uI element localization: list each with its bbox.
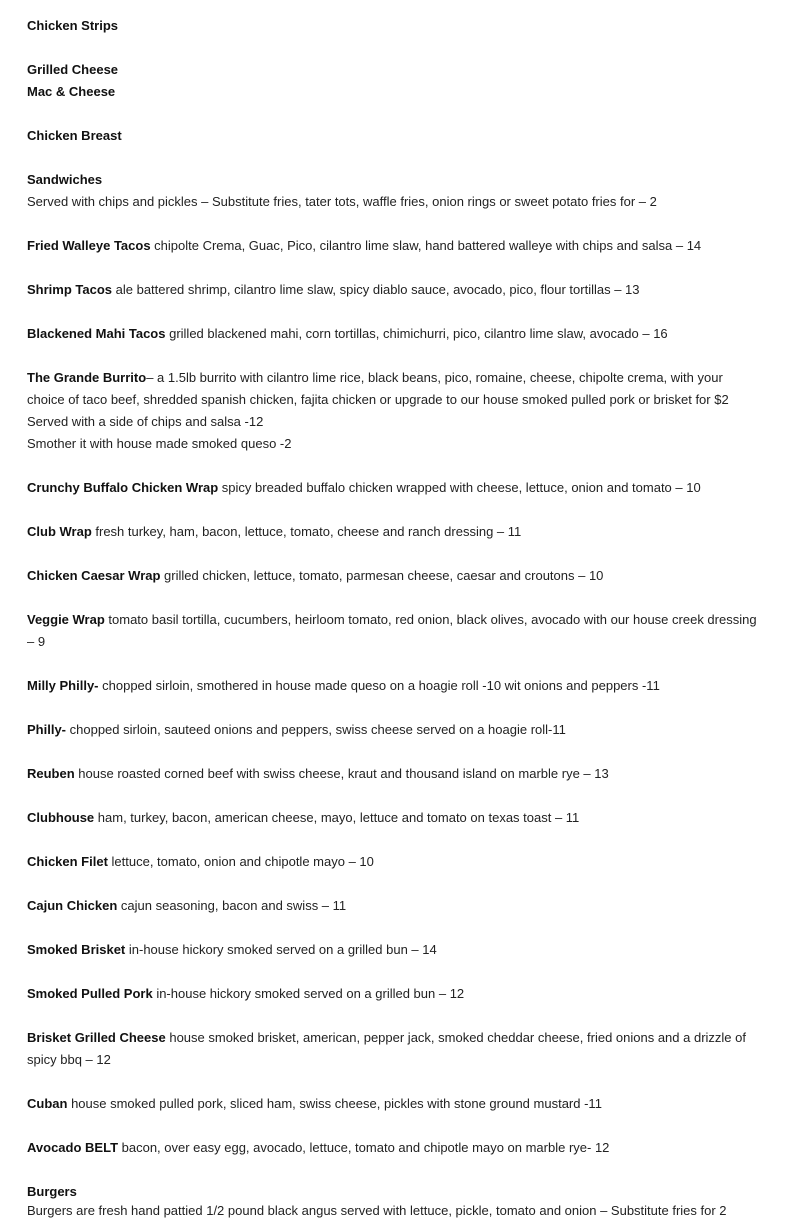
item-name: Blackened Mahi Tacos [27,326,166,341]
item-name: Milly Philly- [27,678,99,693]
item-desc: house roasted corned beef with swiss cheese, kraut and thousand island on marble rye – 13 [74,766,609,781]
item-name: Brisket Grilled Cheese [27,1030,166,1045]
menu-page [27,15,762,1203]
menu-item [27,675,762,697]
menu-item [27,367,762,411]
item-desc: fresh turkey, ham, bacon, lettuce, tomato, cheese and ranch dressing – 11 [91,524,522,539]
item-extra: Served with a side of chips and salsa -12 [27,414,264,429]
item-name: Veggie Wrap [27,612,105,627]
item-name: Clubhouse [27,810,95,825]
menu-item [27,477,762,499]
menu-item [27,235,762,257]
burgers-note-cutoff [27,1200,762,1222]
section-heading-burgers: Burgers [27,1184,77,1199]
item-name: Smoked Brisket [27,942,126,957]
item-chicken-strips: Chicken Strips [27,18,119,33]
menu-item [27,719,762,741]
item-name: Fried Walleye Tacos [27,238,151,253]
item-name: Cuban [27,1096,68,1111]
item-desc: ale battered shrimp, cilantro lime slaw, spicy diablo sauce, avocado, pico, flour tortillas – 13 [112,282,640,297]
item-chicken-breast: Chicken Breast [27,128,122,143]
item-desc: in-house hickory smoked served on a grilled bun – 12 [152,986,465,1001]
item-desc: grilled chicken, lettuce, tomato, parmesan cheese, caesar and croutons – 10 [160,568,604,583]
item-name: Avocado BELT [27,1140,119,1155]
item-name: Cajun Chicken [27,898,118,913]
item-name: Shrimp Tacos [27,282,113,297]
menu-item [27,279,762,301]
menu-item [27,521,762,543]
menu-item [27,565,762,587]
menu-item [27,1027,762,1071]
menu-item [27,609,762,653]
sandwiches-note: Served with chips and pickles – Substitute fries, tater tots, waffle fries, onion rings or sweet potato fries for – 2 [27,194,657,209]
section-heading-sandwiches: Sandwiches [27,172,103,187]
item-desc: house smoked brisket, american, pepper jack, smoked cheddar cheese, fried onions and a drizzle of spicy bbq – 12 [27,1030,746,1067]
menu-item [27,1137,762,1159]
item-extra: Smother it with house made smoked queso -2 [27,436,292,451]
item-desc: bacon, over easy egg, avocado, lettuce, tomato and chipotle mayo on marble rye- 12 [118,1140,610,1155]
item-name: Philly- [27,722,67,737]
item-desc: spicy breaded buffalo chicken wrapped with cheese, lettuce, onion and tomato – 10 [218,480,701,495]
menu-item [27,763,762,785]
menu-item [27,323,762,345]
item-desc: cajun seasoning, bacon and swiss – 11 [117,898,347,913]
item-name: Club Wrap [27,524,92,539]
item-desc: chopped sirloin, sauteed onions and peppers, swiss cheese served on a hoagie roll-11 [66,722,566,737]
menu-item [27,895,762,917]
item-desc: – a 1.5lb burrito with cilantro lime rice, black beans, pico, romaine, cheese, chipolte crema, with your choice of taco beef, shredded spanish chicken, fajita chicken or upgrade to our house smoked pulled pork or brisket for $2 [27,370,729,407]
menu-item [27,939,762,961]
item-desc: lettuce, tomato, onion and chipotle mayo – 10 [107,854,374,869]
item-desc: house smoked pulled pork, sliced ham, swiss cheese, pickles with stone ground mustard -11 [67,1096,602,1111]
item-name: Crunchy Buffalo Chicken Wrap [27,480,219,495]
burgers-note: Burgers are fresh hand pattied 1/2 pound black angus served with lettuce, pickle, tomato and onion – Substitute fries for 2 [27,1203,727,1218]
menu-item [27,1093,762,1115]
item-desc: tomato basil tortilla, cucumbers, heirloom tomato, red onion, black olives, avocado with our house creek dressing – 9 [27,612,757,649]
menu-item [27,807,762,829]
item-desc: ham, turkey, bacon, american cheese, mayo, lettuce and tomato on texas toast – 11 [94,810,580,825]
item-desc: chopped sirloin, smothered in house made queso on a hoagie roll -10 wit onions and peppers -11 [98,678,660,693]
item-name: Reuben [27,766,75,781]
item-name: Chicken Filet [27,854,108,869]
item-grilled-cheese: Grilled Cheese [27,62,119,77]
item-name: The Grande Burrito [27,370,147,385]
item-desc: grilled blackened mahi, corn tortillas, chimichurri, pico, cilantro lime slaw, avocado – 16 [165,326,668,341]
item-name: Smoked Pulled Pork [27,986,153,1001]
item-mac-cheese: Mac & Cheese [27,84,116,99]
item-desc: in-house hickory smoked served on a grilled bun – 14 [125,942,437,957]
menu-item [27,851,762,873]
menu-item [27,983,762,1005]
item-desc: chipolte Crema, Guac, Pico, cilantro lime slaw, hand battered walleye with chips and salsa – 14 [150,238,702,253]
item-name: Chicken Caesar Wrap [27,568,161,583]
